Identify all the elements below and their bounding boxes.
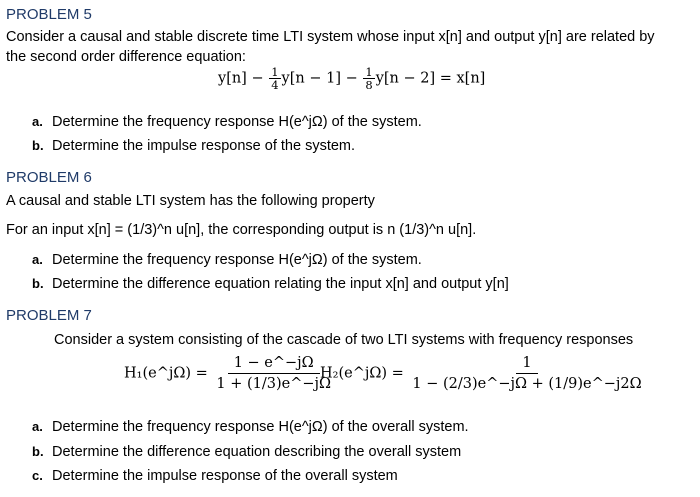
problem6-item-b: b. Determine the difference equation relating the input x[n] and output y[n] — [32, 276, 509, 292]
h1-fraction: $\frac{1 - e\^{}-j\Omega}{1 + (1/3)e\^{}-j\Omega}$ — [216, 355, 332, 392]
eq-rhs: y[n − 2] = x[n] — [375, 70, 486, 87]
eq-mid: y[n − 1] − — [281, 70, 358, 87]
problem6-heading: PROBLEM 6 — [6, 169, 92, 186]
h2-fraction: $\frac{1}{1 - (2/3)e\^{}-j\Omega + (1/9)e\^{}-j2\Omega}$ — [412, 355, 642, 392]
eq-lhs: y[n] − — [218, 70, 264, 87]
h2-lhs: H₂(e^jΩ) = — [320, 365, 404, 382]
problem5-item-a: a. Determine the frequency response H(e^jΩ) of the system. — [32, 114, 422, 130]
eq-frac1: $\frac{1}{4}$ — [271, 65, 279, 92]
item-text: Determine the difference equation relating the input x[n] and output y[n] — [52, 276, 509, 292]
problem7-h1-equation — [124, 355, 335, 392]
item-text: Determine the frequency response H(e^jΩ) of the system. — [52, 114, 422, 130]
item-text: Determine the frequency response H(e^jΩ) of the system. — [52, 252, 422, 268]
problem5-intro-line1: Consider a causal and stable discrete time LTI system whose input x[n] and output y[n] are related by — [6, 29, 655, 45]
problem5-heading: PROBLEM 5 — [6, 6, 92, 23]
item-text: Determine the impulse response of the system. — [52, 138, 356, 154]
item-text: Determine the difference equation describing the overall system — [52, 444, 462, 460]
problem5-difference-equation — [218, 66, 485, 91]
problem6-item-a: a. Determine the frequency response H(e^jΩ) of the system. — [32, 252, 422, 268]
problem5-intro-line2: the second order difference equation: — [6, 49, 246, 65]
item-text: Determine the impulse response of the overall system — [52, 468, 398, 484]
eq-frac2: $\frac{1}{8}$ — [365, 65, 373, 92]
problem7-h2-equation — [320, 355, 646, 392]
problem7-item-c: c. Determine the impulse response of the overall system — [32, 468, 398, 484]
problem7-item-b: b. Determine the difference equation describing the overall system — [32, 444, 462, 460]
problem5-item-b: b. Determine the impulse response of the system. — [32, 138, 356, 154]
problem7-intro-line1: Consider a system consisting of the cascade of two LTI systems with frequency responses — [54, 332, 634, 348]
problem6-intro-line1: A causal and stable LTI system has the following property — [6, 193, 375, 209]
problem7-item-a: a. Determine the frequency response H(e^jΩ) of the overall system. — [32, 419, 469, 435]
h1-lhs: H₁(e^jΩ) = — [124, 365, 208, 382]
problem6-property-line: For an input x[n] = (1/3)^n u[n], the corresponding output is n (1/3)^n u[n]. — [6, 222, 477, 238]
item-text: Determine the frequency response H(e^jΩ) of the overall system. — [52, 419, 469, 435]
problem7-heading: PROBLEM 7 — [6, 307, 92, 324]
